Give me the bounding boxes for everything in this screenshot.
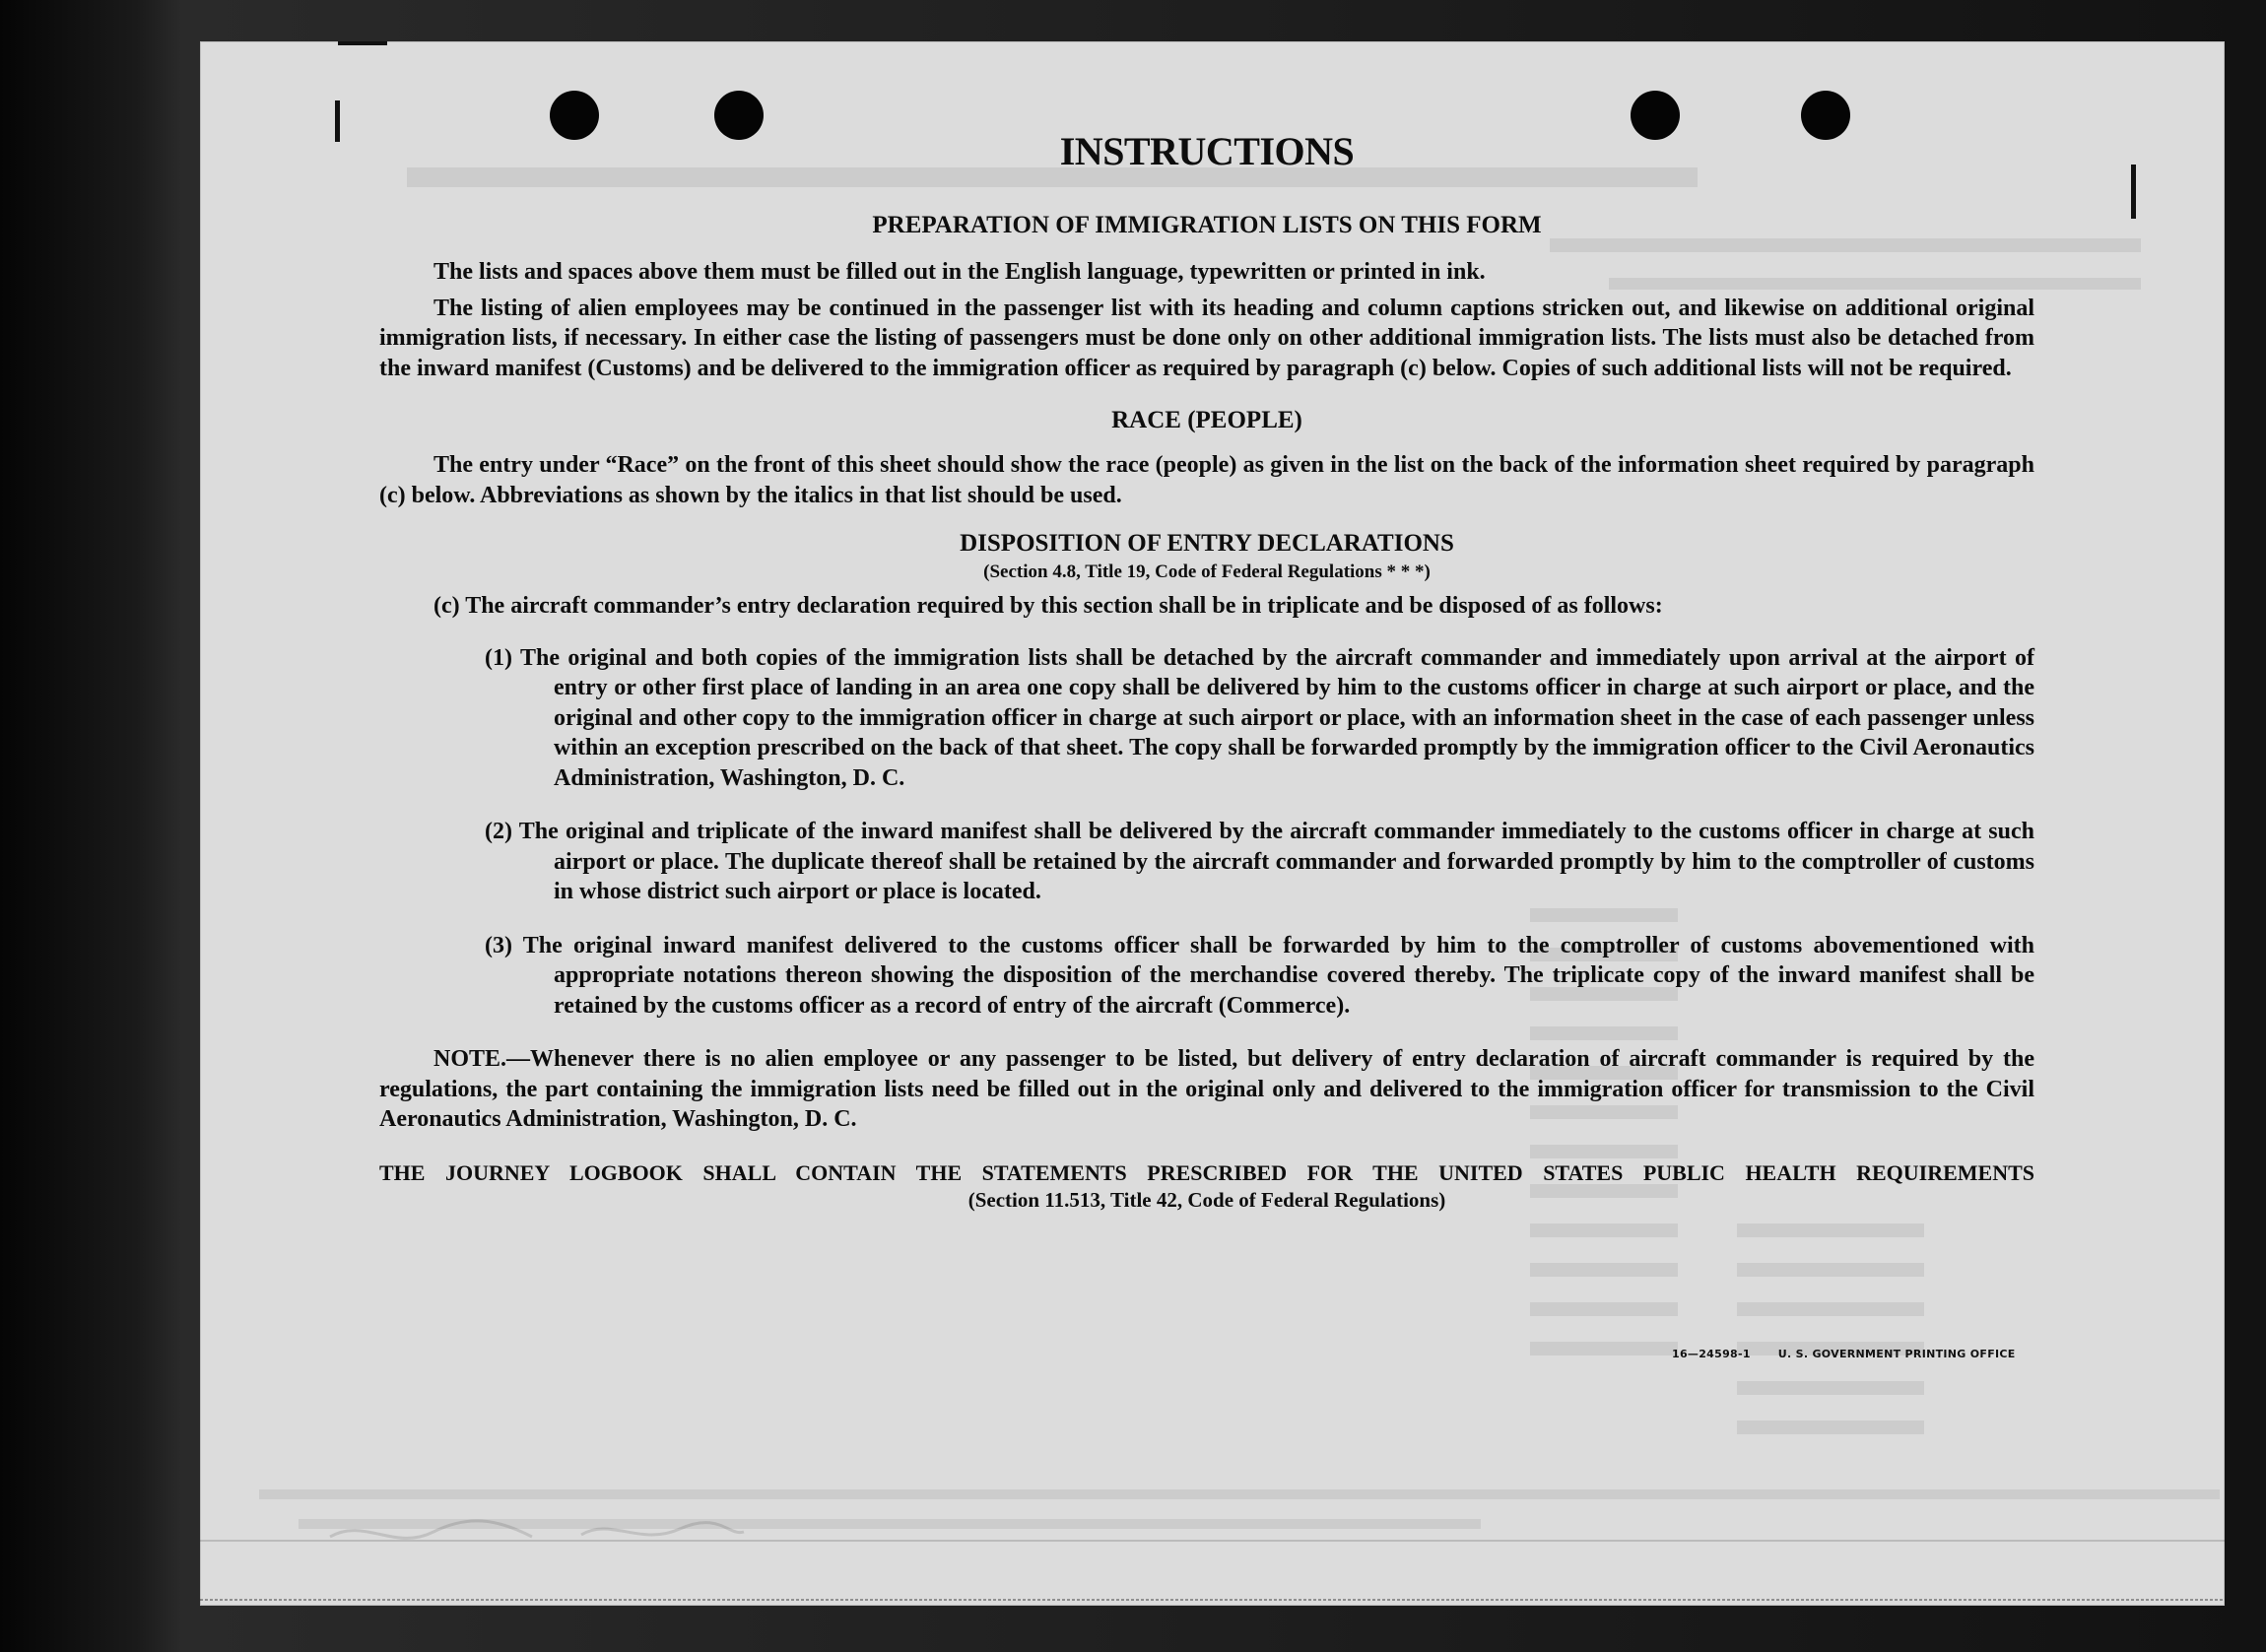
- scan-mark: [335, 100, 340, 142]
- paragraph-c-lead: (c) The aircraft commander’s entry declaration required by this section shall be in triplicate and be disposed of as follows:: [433, 593, 1663, 619]
- note-text: Whenever there is no alien employee or any passenger to be listed, but delivery of entry declaration of aircraft commander is required by the regulations, the part containing the immigration lists need be filled out in the original only and delivered to the immigration officer for transmission to the Civil Aeronautics Administration, Washington, D. C.: [379, 1046, 2034, 1132]
- health-requirements-statement: THE JOURNEY LOGBOOK SHALL CONTAIN THE STATEMENTS PRESCRIBED FOR THE UNITED STATES PUBLIC HEALTH REQUIREMENTS: [379, 1159, 2034, 1185]
- instructions-content: [379, 128, 2034, 1213]
- note-label: NOTE.—: [433, 1046, 531, 1072]
- form-number: 16—24598-1: [1672, 1348, 1751, 1360]
- scan-mark: [2131, 165, 2136, 219]
- faint-signature-mark: [325, 1507, 749, 1556]
- scan-mark: [338, 41, 387, 45]
- list-item: (2) The original and triplicate of the inward manifest shall be delivered by the aircraft commander immediately to the customs officer in charge at such airport or place. The duplicate thereof shall be retained by the aircraft commander and forwarded promptly by him to the comptroller of customs in whose district such airport or place is located.: [485, 819, 2034, 904]
- section-citation-disposition: (Section 4.8, Title 19, Code of Federal Regulations * * *): [983, 562, 1431, 582]
- paragraph-alien-employees: The listing of alien employees may be continued in the passenger list with its heading and column captions stricken out, and likewise on additional original immigration lists, if necessary. In either case the listing of passengers must be done only on other additional immigration lists. The lists must also be detached from the inward manifest (Customs) and be delivered to the immigration officer as required by paragraph (c) below. Copies of such additional lists will not be required.: [379, 295, 2034, 381]
- section-heading-race: RACE (PEOPLE): [1111, 407, 1302, 433]
- section-heading-disposition: DISPOSITION OF ENTRY DECLARATIONS: [960, 530, 1454, 557]
- paragraph-lists-language: The lists and spaces above them must be filled out in the English language, typewritten or printed in ink.: [433, 259, 1486, 285]
- list-item: (1) The original and both copies of the immigration lists shall be detached by the aircraft commander and immediately upon arrival at the airport of entry or other first place of landing in an area one copy shall be delivered by him to the customs officer in charge at such airport or place, and the original and other copy to the immigration officer in charge at such airport or place, with an information sheet in the case of each passenger unless within an exception prescribed on the back of that sheet. The copy shall be forwarded promptly by the immigration officer to the Civil Aeronautics Administration, Washington, D. C.: [485, 644, 2034, 791]
- paragraph-race: The entry under “Race” on the front of this sheet should show the race (people) as given in the list on the back of the information sheet required by paragraph (c) below. Abbreviations as shown by the italics in that list should be used.: [379, 452, 2034, 508]
- section-heading-immigration-lists: PREPARATION OF IMMIGRATION LISTS ON THIS FORM: [872, 212, 1542, 238]
- printer-imprint: [1672, 1348, 2043, 1360]
- health-requirements-citation: (Section 11.513, Title 42, Code of Federal Regulations): [967, 1187, 1446, 1212]
- printer-name: U. S. GOVERNMENT PRINTING OFFICE: [1777, 1348, 2016, 1360]
- list-item: (3) The original inward manifest delivered to the customs officer shall be forwarded by him to the comptroller of customs abovementioned with appropriate notations thereon showing the disposition of the merchandise covered thereby. The triplicate copy of the inward manifest shall be retained by the customs officer as a record of entry of the aircraft (Commerce).: [485, 932, 2034, 1019]
- note-paragraph: [379, 1044, 2034, 1135]
- page-title: INSTRUCTIONS: [1059, 129, 1355, 173]
